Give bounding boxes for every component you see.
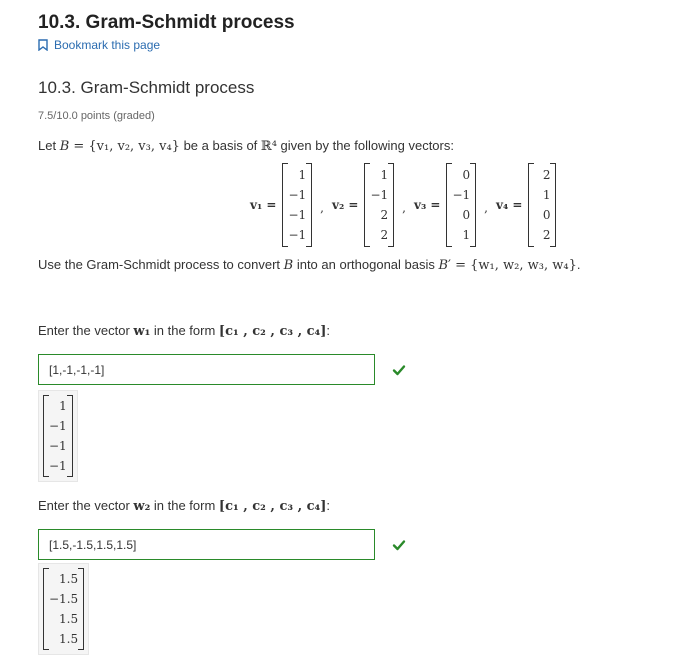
checkmark-icon [392, 538, 406, 552]
answer-input[interactable] [38, 529, 375, 560]
comma: , [402, 201, 406, 215]
vector-matrix [282, 163, 312, 247]
answer-preview [38, 390, 78, 482]
intro-space-math: ℝ⁴ [260, 139, 277, 154]
intro-suffix: given by the following vectors: [276, 138, 454, 153]
vector-label: v₃ = [414, 198, 441, 212]
matrix-entry: 0 [462, 208, 471, 222]
problem-intro [38, 138, 454, 154]
matrix-entry: 1 [462, 228, 471, 242]
preview-matrix [43, 568, 84, 650]
convert-suffix: . [576, 257, 581, 272]
convert-orthogonal-math: 𝐵′ = {w₁, w₂, w₃, w₄} [438, 258, 577, 273]
prompt-vector: w₁ [133, 324, 151, 339]
vector-matrix [364, 163, 394, 247]
matrix-entry: 2 [380, 208, 389, 222]
matrix-entry: 1 [542, 188, 551, 202]
prompt-prefix: Enter the vector [38, 498, 134, 513]
convert-prefix: Use the Gram-Schmidt process to convert [38, 257, 284, 272]
vector-label: v₄ = [496, 198, 523, 212]
basis-vectors [250, 163, 556, 247]
vector-matrix [528, 163, 556, 247]
vector-matrix [446, 163, 476, 247]
matrix-entry: −1 [288, 208, 307, 222]
matrix-entry: −1 [49, 439, 67, 453]
matrix-entry: −1 [49, 459, 67, 473]
bookmark-link[interactable] [38, 38, 160, 52]
prompt-suffix: : [326, 323, 331, 338]
prompt-mid: in the form [150, 498, 219, 513]
comma: , [484, 201, 488, 215]
preview-matrix [43, 395, 73, 477]
convert-basis-math: 𝐵 [283, 258, 294, 273]
matrix-entry: −1 [452, 188, 471, 202]
matrix-entry: −1 [49, 419, 67, 433]
prompt-vector: w₂ [133, 499, 151, 514]
convert-mid: into an orthogonal basis [293, 257, 439, 272]
intro-basis-math: 𝐵 = {v₁, v₂, v₃, v₄} [59, 139, 180, 154]
page-title: 10.3. Gram-Schmidt process [38, 12, 295, 33]
prompt-form: [c₁ , c₂ , c₃ , c₄] [218, 324, 327, 339]
question-prompt [38, 323, 330, 339]
checkmark-icon [392, 363, 406, 377]
bookmark-icon [38, 39, 48, 51]
matrix-entry: 1 [59, 399, 67, 413]
matrix-entry: 2 [380, 228, 389, 242]
matrix-entry: 0 [462, 168, 471, 182]
matrix-entry: −1.5 [49, 592, 79, 606]
matrix-entry: −1 [288, 188, 307, 202]
vector-label: v₂ = [332, 198, 359, 212]
matrix-entry: 1.5 [59, 572, 79, 586]
intro-mid: be a basis of [179, 138, 261, 153]
matrix-entry: 0 [542, 208, 551, 222]
problem-title: 10.3. Gram-Schmidt process [38, 78, 255, 97]
question-prompt [38, 498, 330, 514]
prompt-form: [c₁ , c₂ , c₃ , c₄] [218, 499, 327, 514]
matrix-entry: 1 [380, 168, 389, 182]
prompt-prefix: Enter the vector [38, 323, 134, 338]
bookmark-label: Bookmark this page [54, 38, 161, 52]
intro-prefix: Let [38, 138, 60, 153]
prompt-suffix: : [326, 498, 331, 513]
matrix-entry: 1.5 [59, 612, 79, 626]
answer-input[interactable] [38, 354, 375, 385]
prompt-mid: in the form [150, 323, 219, 338]
points-graded: 7.5/10.0 points (graded) [38, 110, 155, 122]
vector-label: v₁ = [250, 198, 277, 212]
matrix-entry: −1 [370, 188, 389, 202]
matrix-entry: −1 [288, 228, 307, 242]
problem-instruction [38, 257, 580, 273]
matrix-entry: 1.5 [59, 632, 79, 646]
matrix-entry: 1 [298, 168, 307, 182]
comma: , [320, 201, 324, 215]
matrix-entry: 2 [542, 228, 551, 242]
answer-preview [38, 563, 89, 655]
matrix-entry: 2 [542, 168, 551, 182]
